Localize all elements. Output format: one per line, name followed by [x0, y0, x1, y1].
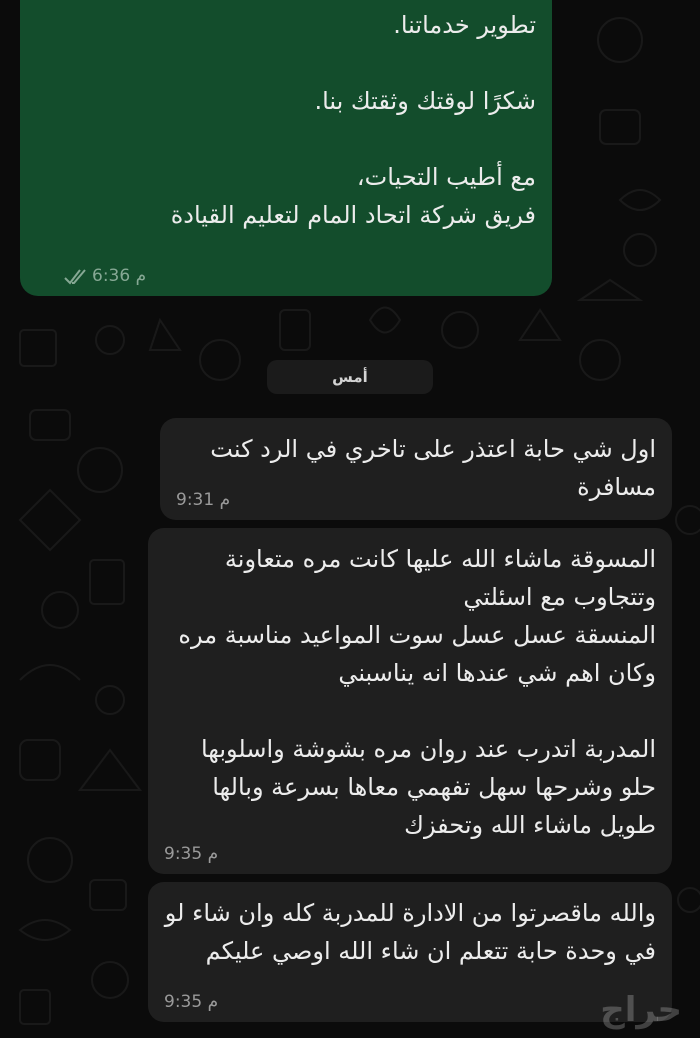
date-separator: أمس [267, 360, 433, 394]
message-text: والله ماقصرتوا من الادارة للمدربة كله وان شاء لو في وحدة حابة تتعلم ان شاء الله اوصي عليكم [164, 899, 656, 965]
site-watermark-logo: حراج [600, 990, 682, 1030]
incoming-message-bubble[interactable] [160, 418, 672, 520]
message-timestamp: 9:31 م [176, 490, 231, 510]
message-timestamp: 6:36 م [92, 266, 147, 286]
message-timestamp: 9:35 م [164, 844, 219, 864]
double-check-icon [64, 268, 88, 286]
incoming-message-bubble[interactable] [148, 528, 672, 874]
outgoing-message-bubble[interactable] [20, 0, 552, 296]
message-timestamp: 9:35 م [164, 992, 219, 1012]
message-text: المسوقة ماشاء الله عليها كانت مره متعاونة وتتجاوب مع اسئلتي المنسقة عسل عسل سوت المواعيد مناسبة مره وكان اهم شي عندها انه يناسبني المدربة اتدرب عند روان مره بشوشة واسلوبها حلو وشرحها سهل تفهمي معاها بسرعة وبالها طويل ماشاء الله وتحفزك [178, 545, 656, 839]
message-text: اول شي حابة اعتذر على تاخري في الرد كنت مسافرة [210, 435, 656, 501]
message-text: تطوير خدماتنا. شكرًا لوقتك وثقتك بنا. مع أطيب التحيات، فريق شركة اتحاد المام لتعليم القيادة [170, 11, 536, 229]
